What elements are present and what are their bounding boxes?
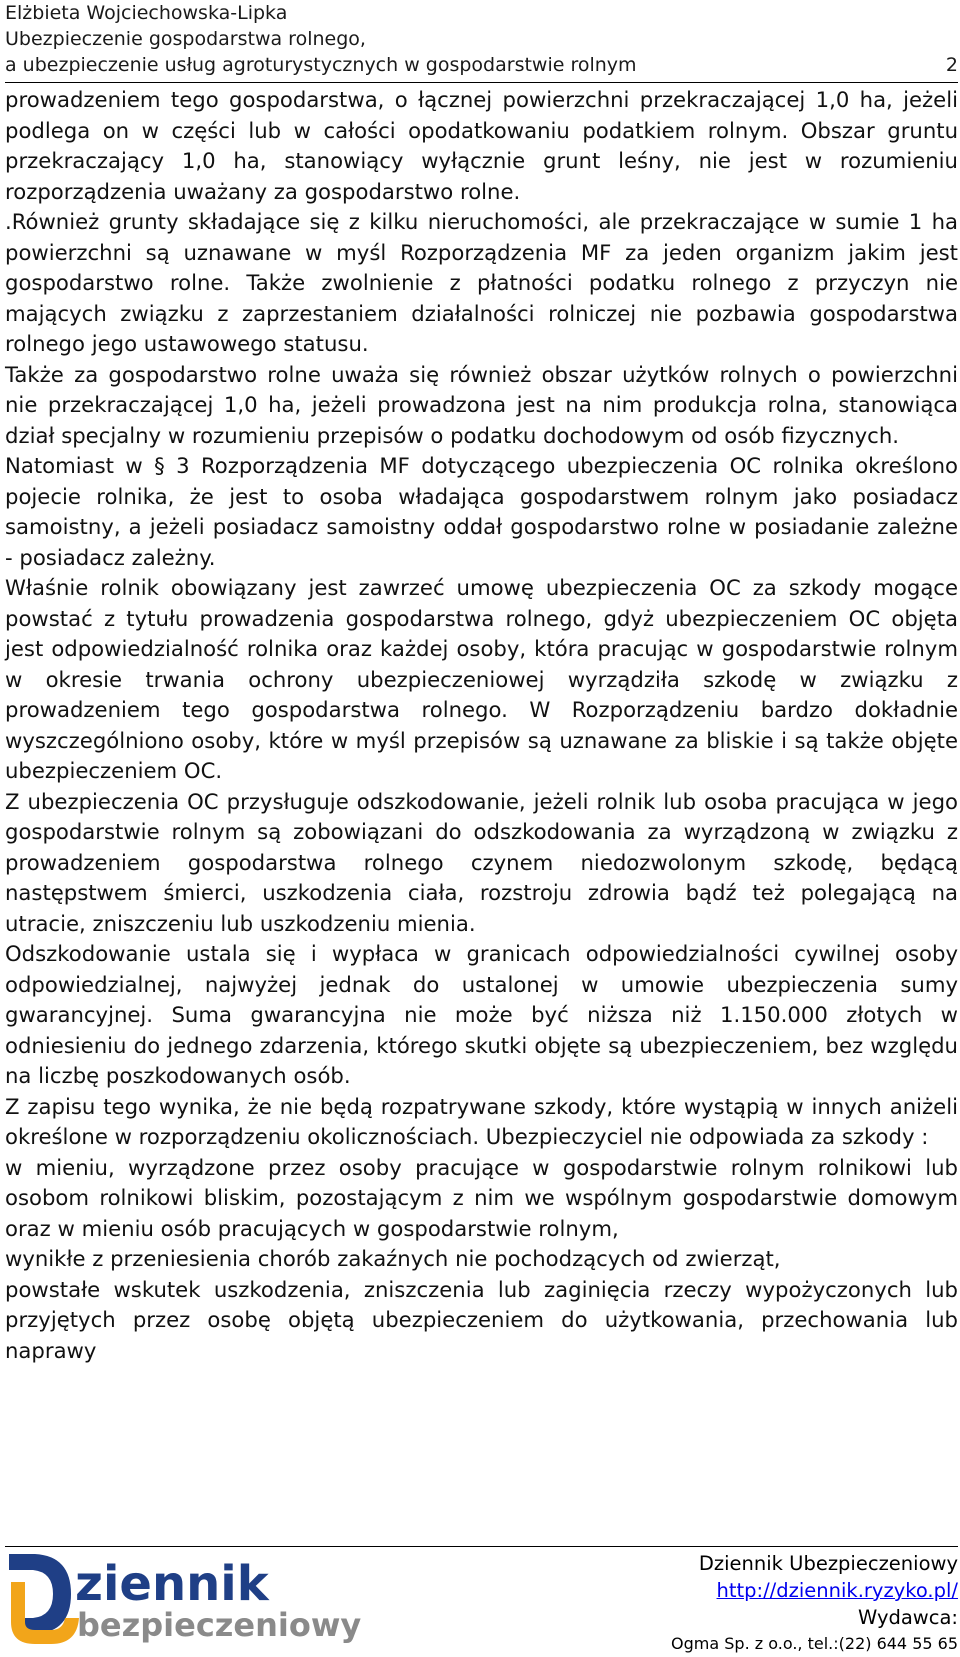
logo-word-1: ziennik bbox=[75, 1556, 269, 1612]
header-title-line2: a ubezpieczenie usług agroturystycznych w gospodarstwie rolnym bbox=[5, 54, 637, 76]
footer-divider bbox=[5, 1546, 958, 1547]
page-number: 2 bbox=[945, 54, 958, 76]
footer-publication: Dziennik Ubezpieczeniowy bbox=[698, 1552, 958, 1575]
footer-url-link[interactable]: http://dziennik.ryzyko.pl/ bbox=[716, 1579, 958, 1602]
paragraph-3: Także za gospodarstwo rolne uważa się również obszar użytków rolnych o powierzchni nie przekraczającej 1,0 ha, jeżeli prowadzona jest na nim produkcja rolna, stanowiąca dział specjalny w rozumieniu przepisów o podatku dochodowym od osób fizycznych. bbox=[5, 361, 958, 448]
footer-publisher-label: Wydawca: bbox=[858, 1606, 958, 1629]
paragraph-9: w mieniu, wyrządzone przez osoby pracujące w gospodarstwie rolnym rolnikowi lub osobom rolnikowi bliskim, pozostającym z nim we wspólnym gospodarstwie domowym oraz w mieniu osób pracujących w gospodarstwie rolnym, bbox=[5, 1154, 958, 1241]
paragraph-1: prowadzeniem tego gospodarstwa, o łącznej powierzchni przekraczającej 1,0 ha, jeżeli podlega on w części lub w całości opodatkowaniu podatkiem rolnym. Obszar gruntu przekraczający 1,0 ha, stanowiący wyłącznie grunt leśny, nie jest w rozumieniu rozporządzenia uważany za gospodarstwo rolne. bbox=[5, 87, 958, 204]
header-title-line2-row bbox=[5, 52, 958, 78]
document-body bbox=[5, 85, 958, 1366]
paragraph-11: powstałe wskutek uszkodzenia, zniszczenia lub zaginięcia rzeczy wypożyczonych lub przyjętych przez osobę objętą ubezpieczeniem do użytkowania, przechowania lub naprawy bbox=[5, 1276, 958, 1363]
header-divider bbox=[5, 82, 958, 83]
paragraph-4: Natomiast w § 3 Rozporządzenia MF dotyczącego ubezpieczenia OC rolnika określono pojecie rolnika, że jest to osoba władająca gospodarstwem rolnym jako posiadacz samoistny, a jeżeli posiadacz samoistny oddał gospodarstwo rolne w posiadanie zależne - posiadacz zależny. bbox=[5, 453, 958, 570]
paragraph-6: Z ubezpieczenia OC przysługuje odszkodowanie, jeżeli rolnik lub osoba pracująca w jego gospodarstwie rolnym są zobowiązani do odszkodowania za wyrządzoną w związku z prowadzeniem gospodarstwa rolnego czynem niedozwolonym szkodę, będącą następstwem śmierci, uszkodzenia ciała, rozstroju zdrowia bądź też polegającą na utracie, zniszczeniu lub uszkodzeniu mienia. bbox=[5, 788, 958, 936]
paragraph-2: .Również grunty składające się z kilku nieruchomości, ale przekraczające w sumie 1 ha powierzchni są uznawane w myśl Rozporządzenia MF za jeden organizm jakim jest gospodarstwo rolne. Także zwolnienie z płatności podatku rolnego z przyczyn nie mających związku z zaprzestaniem działalności rolniczej nie pozbawia gospodarstwa rolnego jego ustawowego statusu. bbox=[5, 209, 958, 356]
paragraph-5: Właśnie rolnik obowiązany jest zawrzeć umowę ubezpieczenia OC za szkody mogące powstać z tytułu prowadzenia gospodarstwa rolnego, gdyż ubezpieczeniem OC objęta jest odpowiedzialność rolnika oraz każdej osoby, która pracując w gospodarstwie rolnym w okresie trwania ochrony ubezpieczeniowej wyrządziła szkodę w związku z prowadzeniem tego gospodarstwa rolnego. W Rozporządzeniu bardzo dokładnie wyszczególniono osoby, które w myśl przepisów są uznawane za bliskie i są także objęte ubezpieczeniem OC. bbox=[5, 575, 958, 783]
header-title-line1: Ubezpieczenie gospodarstwa rolnego, bbox=[5, 28, 366, 50]
paragraph-8: Z zapisu tego wynika, że nie będą rozpatrywane szkody, które wystąpią w innych aniżeli określone w rozporządzeniu okolicznościach. Ubezpieczyciel nie odpowiada za szkody : bbox=[5, 1093, 958, 1149]
footer-publisher: Ogma Sp. z o.o., tel.:(22) 644 55 65 bbox=[671, 1634, 958, 1653]
logo-word-2: bezpieczeniowy bbox=[77, 1606, 362, 1644]
footer-info bbox=[538, 1550, 958, 1657]
paragraph-7: Odszkodowanie ustala się i wypłaca w granicach odpowiedzialności cywilnej osoby odpowiedzialnej, najwyżej jednak do ustalonej w umowie ubezpieczenia sumy gwarancyjnej. Suma gwarancyjna nie może być niższa niż 1.150.000 złotych w odniesieniu do jednego zdarzenia, którego skutki objęte są ubezpieczeniem, bez względu na liczbę poszkodowanych osób. bbox=[5, 941, 958, 1088]
header-author: Elżbieta Wojciechowska-Lipka bbox=[5, 2, 288, 24]
paragraph-10: wynikłe z przeniesienia chorób zakaźnych nie pochodzących od zwierząt, bbox=[5, 1246, 781, 1271]
page-header bbox=[5, 0, 958, 78]
dziennik-logo bbox=[5, 1548, 365, 1644]
